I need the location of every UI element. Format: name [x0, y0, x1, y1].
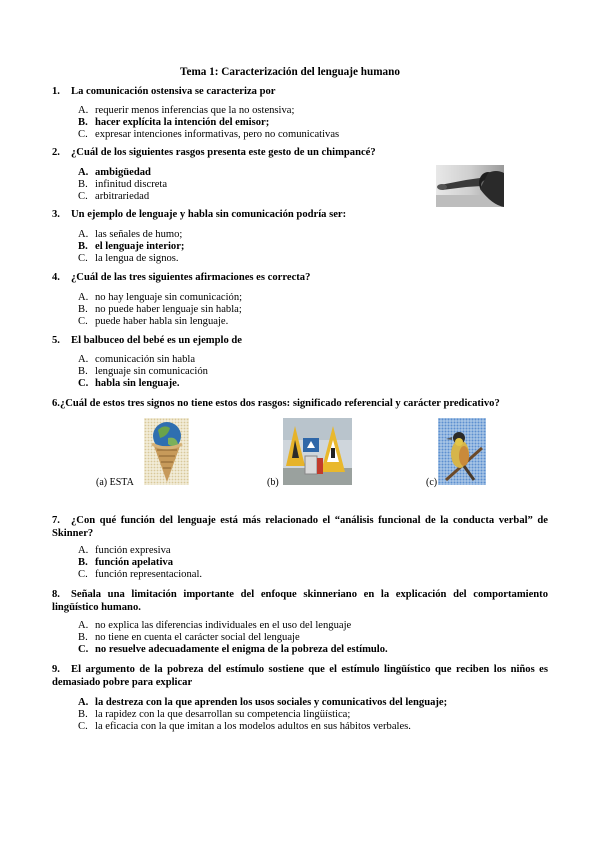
option-b: B. lenguaje sin comunicación [78, 365, 208, 377]
option-c: C. la eficacia con la que imitan a los modelos adultos en sus hábitos verbales. [78, 720, 411, 732]
chimpanzee-gesture-image [436, 165, 504, 207]
question-9-options [78, 697, 548, 732]
question-number: 1. [52, 86, 60, 97]
page-title: Tema 1: Caracterización del lenguaje humano [180, 66, 400, 78]
question-1-options [78, 105, 548, 140]
option-a: A. no hay lenguaje sin comunicación; [78, 292, 243, 303]
question-4 [52, 272, 552, 285]
question-number: 8. [52, 589, 60, 600]
option-a: A. requerir menos inferencias que la no ostensiva; [78, 105, 295, 116]
question-1 [52, 86, 552, 99]
option-b: B. infinitud discreta [78, 178, 168, 190]
question-number: 2. [52, 147, 60, 158]
option-c: C. arbitrariedad [78, 190, 150, 202]
option-b: B. hacer explícita la intención del emisor; [78, 116, 270, 128]
question-7-options [78, 545, 548, 580]
warning-signs-image [283, 418, 352, 485]
question-number: 9. [52, 664, 60, 675]
question-text: ¿Cuál de estos tres signos no tiene estos dos rasgos: significado referencial y carácter predicativo? [59, 398, 500, 409]
ice-cream-earth-sign-image [144, 418, 189, 485]
question-text: ¿Cuál de los siguientes rasgos presenta este gesto de un chimpancé? [71, 147, 376, 158]
question-text: La comunicación ostensiva se caracteriza por [71, 86, 276, 97]
question-text: Señala una limitación importante del enfoque skinneriano en la explicación del comportamiento lingüístico humano. [52, 589, 548, 613]
question-text: ¿Con qué función del lenguaje está más relacionado el “análisis funcional de la conducta verbal” de Skinner? [52, 515, 548, 539]
question-number: 4. [52, 272, 60, 283]
caption-a: (a) ESTA [96, 477, 134, 488]
option-b: B. no tiene en cuenta el carácter social del lenguaje [78, 631, 300, 643]
option-a: A. comunicación sin habla [78, 354, 196, 365]
option-c: C. expresar intenciones informativas, pero no comunicativas [78, 128, 340, 140]
question-4-options [78, 292, 548, 327]
question-5 [52, 335, 552, 348]
question-text: El argumento de la pobreza del estímulo sostiene que el estímulo lingüístico que reciben los niños es demasiado pobre para explicar [52, 664, 548, 688]
option-c: C. puede haber habla sin lenguaje. [78, 315, 229, 327]
question-text: El balbuceo del bebé es un ejemplo de [71, 335, 242, 346]
option-b: B. función apelativa [78, 556, 173, 568]
question-8-options [78, 620, 548, 655]
question-number: 5. [52, 335, 60, 346]
option-c: C. función representacional. [78, 568, 203, 580]
option-c: C. la lengua de signos. [78, 252, 179, 264]
caption-c: (c) [426, 477, 438, 488]
option-a: A. ambigüedad [78, 167, 151, 178]
question-2 [52, 147, 552, 160]
question-8 [52, 589, 548, 615]
question-5-options [78, 354, 548, 389]
question-3 [52, 209, 552, 222]
question-9 [52, 664, 548, 690]
option-a: A. las señales de humo; [78, 229, 183, 240]
option-b: B. la rapidez con la que desarrollan su competencia lingüística; [78, 708, 351, 720]
option-a: A. no explica las diferencias individuales en el uso del lenguaje [78, 620, 352, 631]
question-text: Un ejemplo de lenguaje y habla sin comunicación podría ser: [71, 209, 347, 220]
question-number: 3. [52, 209, 60, 220]
question-3-options [78, 229, 548, 264]
option-a: A. la destreza con la que aprenden los usos sociales y comunicativos del lenguaje; [78, 697, 448, 708]
option-b: B. no puede haber lenguaje sin habla; [78, 303, 242, 315]
question-number: 6. [52, 398, 60, 409]
question-number: 7. [52, 515, 60, 526]
option-a: A. función expresiva [78, 545, 171, 556]
caption-b: (b) [267, 477, 279, 488]
option-c: C. no resuelve adecuadamente el enigma de la pobreza del estímulo. [78, 643, 388, 655]
question-7 [52, 515, 548, 541]
option-c: C. habla sin lenguaje. [78, 377, 180, 389]
bird-image [438, 418, 486, 485]
question-6 [52, 398, 572, 411]
option-b: B. el lenguaje interior; [78, 240, 185, 252]
question-text: ¿Cuál de las tres siguientes afirmaciones es correcta? [71, 272, 311, 283]
